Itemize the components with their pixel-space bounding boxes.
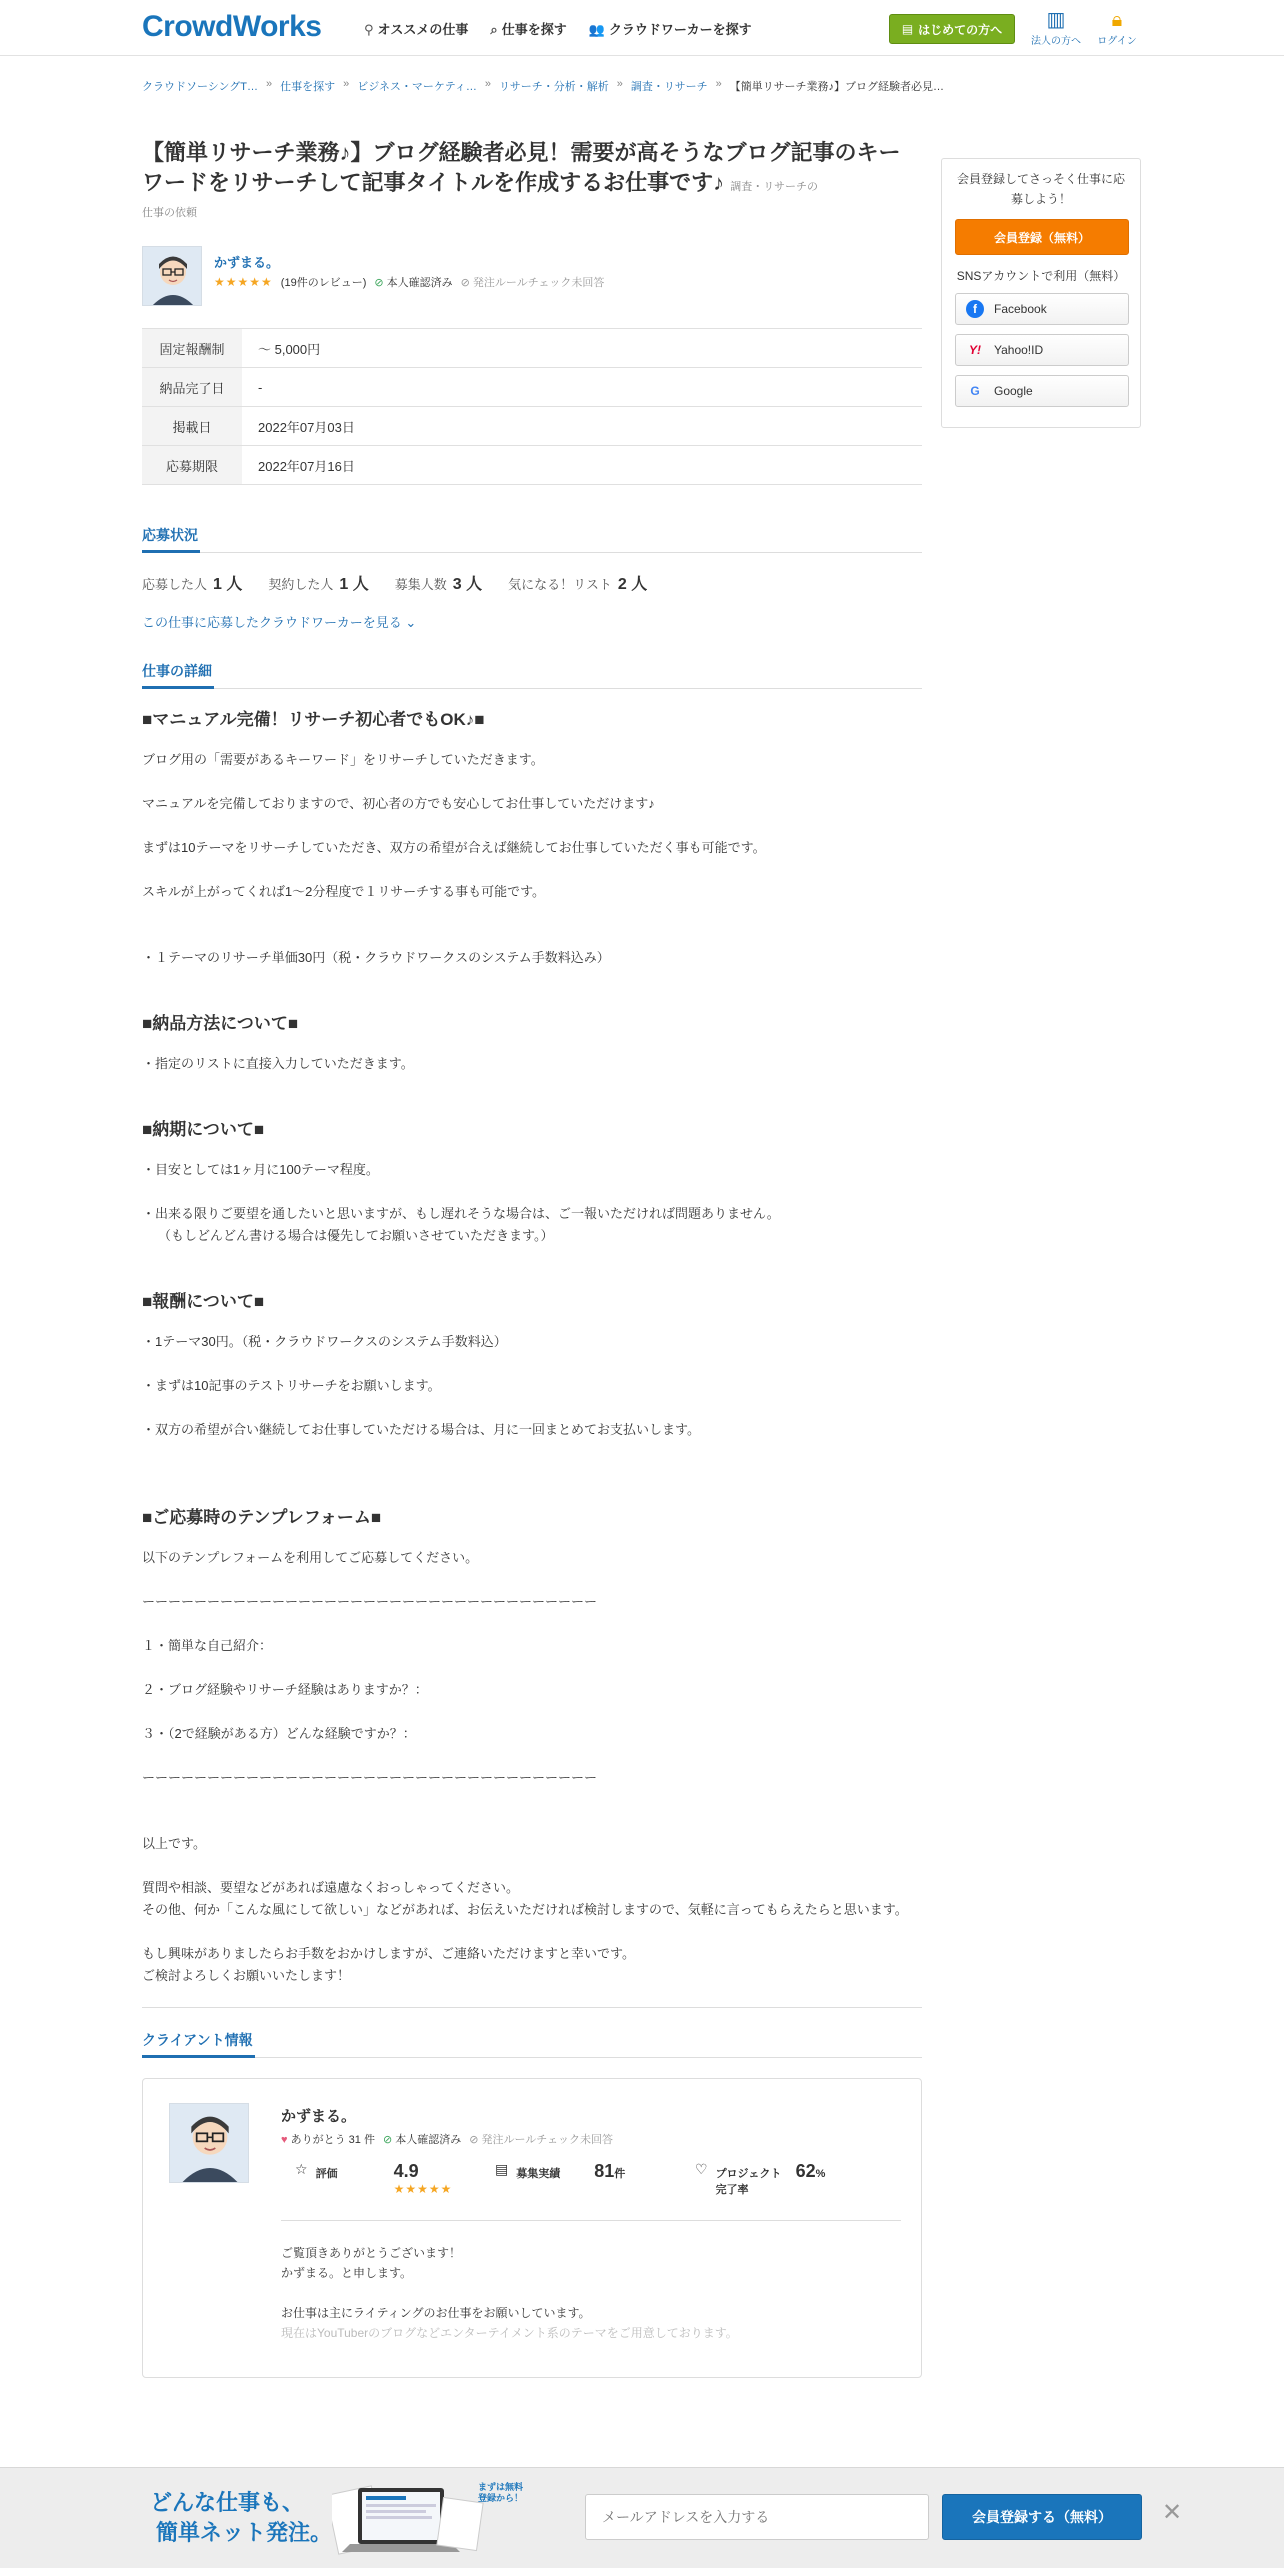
chevron-down-icon: ⌄ bbox=[405, 615, 417, 630]
view-applicants-link[interactable]: この仕事に応募したクラウドワーカーを見る ⌄ bbox=[142, 615, 417, 630]
document-icon: ▤ bbox=[495, 2161, 509, 2177]
yahoo-login-button[interactable]: Y! Yahoo!ID bbox=[955, 334, 1129, 366]
client-rating: ☆ 評価 4.9 ★★★★★ bbox=[295, 2161, 453, 2196]
check-circle-icon: ⊘ bbox=[382, 2134, 393, 2146]
detail-heading: 仕事の詳細 bbox=[142, 661, 922, 689]
check-circle-icon: ⊘ bbox=[460, 277, 470, 289]
category-link[interactable]: 調査・リサーチの bbox=[730, 181, 819, 193]
book-icon: ▤ bbox=[901, 22, 914, 36]
check-circle-icon: ⊘ bbox=[469, 2134, 479, 2146]
signup-lead: 会員登録してさっそく仕事に応募しよう！ bbox=[956, 172, 1125, 206]
lock-icon: 🔒︎ bbox=[1111, 9, 1123, 31]
client-name[interactable]: かずまる。 bbox=[214, 255, 280, 270]
nav-recommended[interactable]: ⚲ オススメの仕事 bbox=[364, 22, 469, 37]
client-card bbox=[142, 2078, 922, 2378]
beginners-button[interactable]: ▤ はじめての方へ bbox=[889, 14, 1015, 44]
yahoo-icon: Y! bbox=[969, 343, 981, 357]
google-icon: G bbox=[970, 384, 980, 398]
nav-find-jobs[interactable]: ⌕ 仕事を探す bbox=[490, 22, 567, 37]
client-summary bbox=[142, 246, 922, 308]
rating-stars: ★★★★★ bbox=[214, 275, 273, 289]
sns-label: SNSアカウントで利用（無料） bbox=[956, 269, 1126, 283]
client-jobs: ▤ 募集実績 81件 bbox=[495, 2161, 626, 2181]
verified-badge: ⊘ 本人確認済み bbox=[374, 277, 453, 289]
job-description: ■マニュアル完備！リサーチ初心者でもOK♪■ ブログ用の「需要があるキーワード」をリサーチしていただきます。 マニュアルを完備しておりますので、初心者の方でも安心してお仕事していただけます♪ まずは10テーマをリサーチしていただき、双方の希望が合えば継続してお仕事していただく事も可能です。 スキルが上がってくれば1〜2分程度で１リサーチする事も可能です。 ・１テーマのリサーチ単価30円（税・クラウドワークスのシステム手数料込み） ■納品方法について■ ・指定のリストに直接入力していただきます。 ■納期について■ ・目安としては1ヶ月に100テーマ程度。 ・出来る限りご要望を通したいと思いますが、もし遅れそうな場合は、ご一報いただければ問題ありません。 （もしどんどん書ける場合は優先してお願いさせていただきます。） ■報酬について■ ・1テーマ30円。（税・クラウドワークスのシステム手数料込） ・まずは10記事のテストリサーチをお願いします。 ・双方の希望が合い継続してお仕事していただける場合は、月に一回まとめてお支払いします。 ■ご応募時のテンプレフォーム■ 以下のテンプレフォームを利用してご応募してください。 ーーーーーーーーーーーーーーーーーーーーーーーーーーーーーーーーーーー １・簡単な自己紹介： ２・ブログ経験やリサーチ経験はありますか？： ３・（2で経験がある方）どんな経験ですか？： ーーーーーーーーーーーーーーーーーーーーーーーーーーーーーーーーーーー 以上です。 質問や相談、要望などがあれば遠慮なくおっしゃってください。 その他、何か「こんな風にして欲しい」などがあれば、お伝えいただければ検討しますので、気軽に言ってもらえたらと思います。 もし興味がありましたらお手数をおかけしますが、ご連絡いただけますと幸いです。 ご検討よろしくお願いいたします！ bbox=[142, 710, 908, 1983]
job-info-table bbox=[142, 328, 922, 485]
search-icon: ⌕ bbox=[490, 22, 498, 37]
table-row: 掲載日 2022年07月03日 bbox=[142, 407, 922, 446]
client-intro: ご覧頂きありがとうございます！ かずまる。と申します。 お仕事は主にライティングのお仕事をお願いしています。 現在はYouTuberのブログなどエンターテイメント系のテーマをご用意しております。 bbox=[281, 2246, 738, 2340]
breadcrumb-item[interactable]: 調査・リサーチ bbox=[630, 81, 708, 93]
stat-recruit: 募集人数 3 人 bbox=[394, 576, 483, 593]
breadcrumb-current: 【簡単リサーチ業務♪】ブログ経験者必見… bbox=[729, 81, 945, 93]
stat-applied: 応募した人 1 人 bbox=[142, 576, 243, 593]
avatar[interactable] bbox=[169, 2103, 249, 2183]
breadcrumb-item[interactable]: リサーチ・分析・解析 bbox=[498, 81, 609, 93]
facebook-icon: f bbox=[966, 300, 984, 318]
client-card-name[interactable]: かずまる。 bbox=[281, 2108, 357, 2125]
google-login-button[interactable]: G Google bbox=[955, 375, 1129, 407]
bottom-catchphrase: どんな仕事も、 簡単ネット発注。 bbox=[150, 2490, 333, 2545]
nav-find-workers[interactable]: 👥 クラウドワーカーを探す bbox=[588, 22, 752, 37]
login-link[interactable]: 🔒︎ ログイン bbox=[1092, 8, 1142, 47]
users-icon: 👥 bbox=[588, 22, 605, 37]
breadcrumb-item[interactable]: クラウドソーシングT… bbox=[142, 81, 259, 93]
table-row: 固定報酬制 〜 5,000円 bbox=[142, 329, 922, 368]
register-submit-button[interactable]: 会員登録する（無料） bbox=[942, 2494, 1142, 2540]
email-field[interactable] bbox=[585, 2494, 929, 2540]
heart-icon: ♥ bbox=[281, 2134, 288, 2146]
star-outline-icon: ☆ bbox=[295, 2161, 308, 2177]
stat-watchlist: 気になる！リスト 2 人 bbox=[508, 576, 648, 593]
stat-contracted: 契約した人 1 人 bbox=[268, 576, 369, 593]
thanks-count: ♥ ありがとう 31 件 bbox=[281, 2134, 375, 2146]
client-completion: ♡ プロジェクト完了率 62% bbox=[695, 2161, 826, 2196]
free-badge: まずは無料登録から！ bbox=[478, 2482, 524, 2503]
signup-bottom-bar bbox=[0, 2467, 1284, 2568]
main-nav bbox=[364, 19, 752, 38]
rule-check-badge: ⊘ 発注ルールチェック未回答 bbox=[469, 2134, 613, 2146]
crowdworks-logo[interactable]: CrowdWorks bbox=[142, 10, 322, 43]
category-tail: 仕事の依頼 bbox=[142, 207, 197, 219]
review-count[interactable]: (19件のレビュー) bbox=[280, 277, 367, 289]
client-meta bbox=[214, 274, 604, 290]
rule-check-badge: ⊘ 発注ルールチェック未回答 bbox=[460, 277, 605, 289]
client-card-meta bbox=[281, 2131, 613, 2147]
table-row: 納品完了日 - bbox=[142, 368, 922, 407]
application-stats bbox=[142, 571, 922, 594]
breadcrumb-item[interactable]: 仕事を探す bbox=[280, 81, 336, 93]
handshake-icon: ♡ bbox=[695, 2161, 708, 2177]
verified-badge: ⊘ 本人確認済み bbox=[382, 2134, 462, 2146]
client-stats bbox=[281, 2161, 901, 2221]
laptop-illustration bbox=[332, 2480, 502, 2562]
register-button[interactable]: 会員登録（無料） bbox=[955, 219, 1129, 255]
facebook-login-button[interactable]: f Facebook bbox=[955, 293, 1129, 325]
client-info-heading: クライアント情報 bbox=[142, 2030, 922, 2058]
signup-sidebar bbox=[941, 158, 1141, 428]
breadcrumb-item[interactable]: ビジネス・マーケティ… bbox=[357, 81, 477, 93]
avatar[interactable] bbox=[142, 246, 202, 306]
pin-icon: ⚲ bbox=[364, 22, 374, 37]
corporate-link[interactable]: ▥ 法人の方へ bbox=[1031, 9, 1081, 47]
job-main bbox=[142, 138, 922, 2378]
check-circle-icon: ⊘ bbox=[374, 277, 384, 289]
table-row: 応募期限 2022年07月16日 bbox=[142, 446, 922, 485]
breadcrumb: クラウドソーシングT… » 仕事を探す » ビジネス・マーケティ… » リサーチ・分析・解析 » 調査・リサーチ » 【簡単リサーチ業務♪】ブログ経験者必見… bbox=[142, 78, 945, 93]
close-icon[interactable]: ✕ bbox=[1162, 2499, 1183, 2526]
site-header bbox=[0, 0, 1284, 56]
page-title: 【簡単リサーチ業務♪】ブログ経験者必見！需要が高そうなブログ記事のキーワードをリサーチして記事タイトルを作成するお仕事です♪ 調査・リサーチの bbox=[142, 140, 901, 195]
applications-heading: 応募状況 bbox=[142, 525, 922, 553]
building-icon: ▥ bbox=[1046, 9, 1066, 31]
